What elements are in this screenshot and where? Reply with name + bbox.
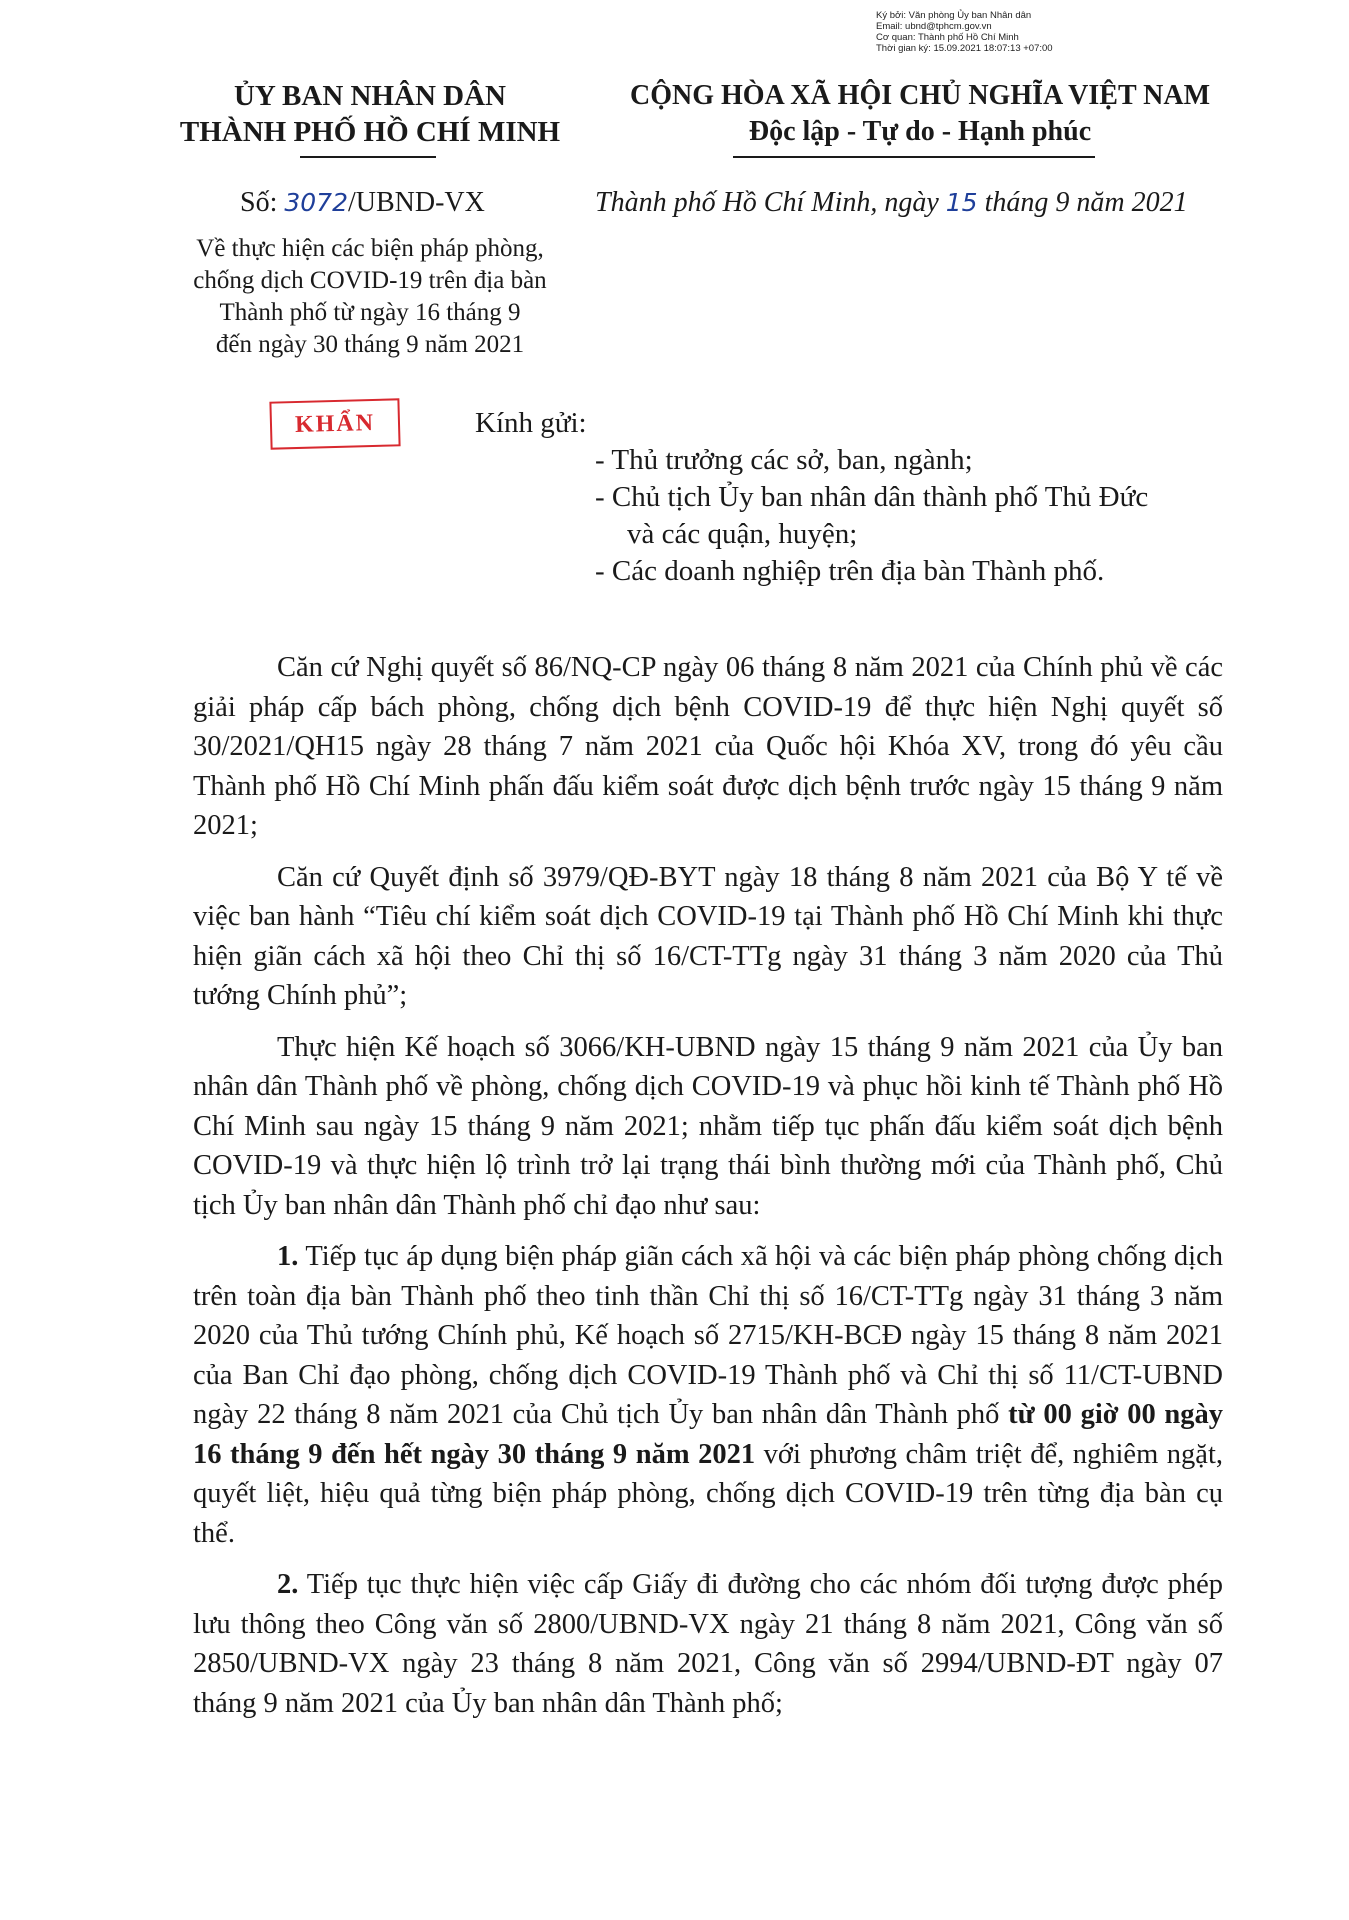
recipient-item-continuation: và các quận, huyện; (627, 518, 858, 550)
issuer-header (170, 78, 570, 150)
recipient-item: - Các doanh nghiệp trên địa bàn Thành phố. (595, 555, 1105, 587)
doc-number-suffix: /UBND-VX (347, 187, 485, 218)
doc-number-prefix: Số: (240, 187, 285, 218)
subject-line: Thành phố từ ngày 16 tháng 9 (219, 299, 521, 326)
item-text: Tiếp tục thực hiện việc cấp Giấy đi đường cho các nhóm đối tượng được phép lưu thông theo Công văn số 2800/UBND-VX ngày 21 tháng 8 năm 2021, Công văn số 2850/UBND-VX ngày 23 tháng 8 năm 2021, Công văn số 2994/UBND-ĐT ngày 07 tháng 9 năm 2021 của Ủy ban nhân dân Thành phố; (193, 1569, 1223, 1719)
national-motto: Độc lập - Tự do - Hạnh phúc (748, 116, 1092, 147)
date-day-handwritten: 15 (945, 188, 978, 217)
document-body (193, 648, 1223, 1735)
document-date (595, 185, 1188, 221)
motto-underline (733, 156, 1095, 158)
issuer-line-1: ỦY BAN NHÂN DÂN (233, 80, 506, 112)
signature-email: Email: ubnd@tphcm.gov.vn (876, 21, 992, 32)
body-paragraph: Thực hiện Kế hoạch số 3066/KH-UBND ngày 15 tháng 9 năm 2021 của Ủy ban nhân dân Thành phố về phòng, chống dịch COVID-19 và phục hồi kinh tế Thành phố Hồ Chí Minh sau ngày 15 tháng 9 năm 2021; nhằm tiếp tục phấn đấu kiểm soát dịch bệnh COVID-19 và thực hiện lộ trình trở lại trạng thái bình thường mới của Thành phố, Chủ tịch Ủy ban nhân dân Thành phố chỉ đạo như sau: (193, 1031, 1223, 1221)
subject-line: Về thực hiện các biện pháp phòng, (196, 235, 544, 262)
item-bold-period: từ 00 giờ 00 ngày 16 tháng 9 đến hết ngày 30 tháng 9 năm 2021 (193, 1399, 1223, 1470)
item-number: 1. (277, 1241, 299, 1272)
urgent-stamp: KHẨN (269, 398, 400, 449)
document-subject (170, 233, 570, 361)
body-paragraph: Căn cứ Nghị quyết số 86/NQ-CP ngày 06 tháng 8 năm 2021 của Chính phủ về các giải pháp cấp bách phòng, chống dịch bệnh COVID-19 để thực hiện Nghị quyết số 30/2021/QH15 ngày 28 tháng 7 năm 2021 của Quốc hội Khóa XV, trong đó yêu cầu Thành phố Hồ Chí Minh phấn đấu kiểm soát được dịch bệnh trước ngày 15 tháng 9 năm 2021; (193, 652, 1223, 841)
signature-time: Thời gian ký: 15.09.2021 18:07:13 +07:00 (876, 43, 1053, 54)
body-paragraph-item-2 (193, 1565, 1223, 1723)
national-header (600, 78, 1240, 150)
item-number: 2. (277, 1569, 299, 1600)
doc-number-handwritten: 3072 (284, 188, 348, 217)
body-paragraph-item-1 (193, 1237, 1223, 1553)
body-paragraph: Căn cứ Quyết định số 3979/QĐ-BYT ngày 18 tháng 8 năm 2021 của Bộ Y tế về việc ban hành “Tiêu chí kiểm soát dịch COVID-19 tại Thành phố Hồ Chí Minh khi thực hiện giãn cách xã hội theo Chỉ thị số 16/CT-TTg ngày 31 tháng 3 năm 2020 của Thủ tướng Chính phủ”; (193, 861, 1223, 1011)
recipient-item: - Chủ tịch Ủy ban nhân dân thành phố Thủ Đức (595, 481, 1149, 513)
recipients-list (595, 442, 1148, 590)
issuer-line-2: THÀNH PHỐ HỒ CHÍ MINH (179, 116, 561, 148)
item-text: Tiếp tục áp dụng biện pháp giãn cách xã hội và các biện pháp phòng chống dịch trên toàn địa bàn Thành phố theo tinh thần Chỉ thị số 16/CT-TTg ngày 31 tháng 3 năm 2020 của Thủ tướng Chính phủ, Kế hoạch số 2715/KH-BCĐ ngày 15 tháng 8 năm 2021 của Ban Chỉ đạo phòng, chống dịch COVID-19 Thành phố và Chỉ thị số 11/CT-UBND ngày 22 tháng 8 năm 2021 của Chủ tịch Ủy ban nhân dân Thành phố (193, 1241, 1223, 1430)
salutation: Kính gửi: (475, 407, 587, 439)
subject-line: đến ngày 30 tháng 9 năm 2021 (215, 331, 525, 358)
item-text: với phương châm triệt để, nghiêm ngặt, quyết liệt, hiệu quả từng biện pháp phòng, chống dịch COVID-19 trên từng địa bàn cụ thể. (193, 1438, 1223, 1549)
issuer-underline (300, 156, 436, 158)
document-number (240, 185, 485, 221)
date-suffix: tháng 9 năm 2021 (977, 187, 1188, 218)
recipient-item: - Thủ trưởng các sở, ban, ngành; (595, 444, 973, 476)
digital-signature-block (876, 10, 1053, 54)
nation-title: CỘNG HÒA XÃ HỘI CHỦ NGHĨA VIỆT NAM (629, 80, 1211, 111)
subject-line: chống dịch COVID-19 trên địa bàn (193, 267, 547, 294)
signature-agency: Cơ quan: Thành phố Hồ Chí Minh (876, 32, 1019, 43)
signature-signer: Ký bởi: Văn phòng Ủy ban Nhân dân (876, 10, 1032, 21)
date-prefix: Thành phố Hồ Chí Minh, ngày (595, 187, 946, 218)
